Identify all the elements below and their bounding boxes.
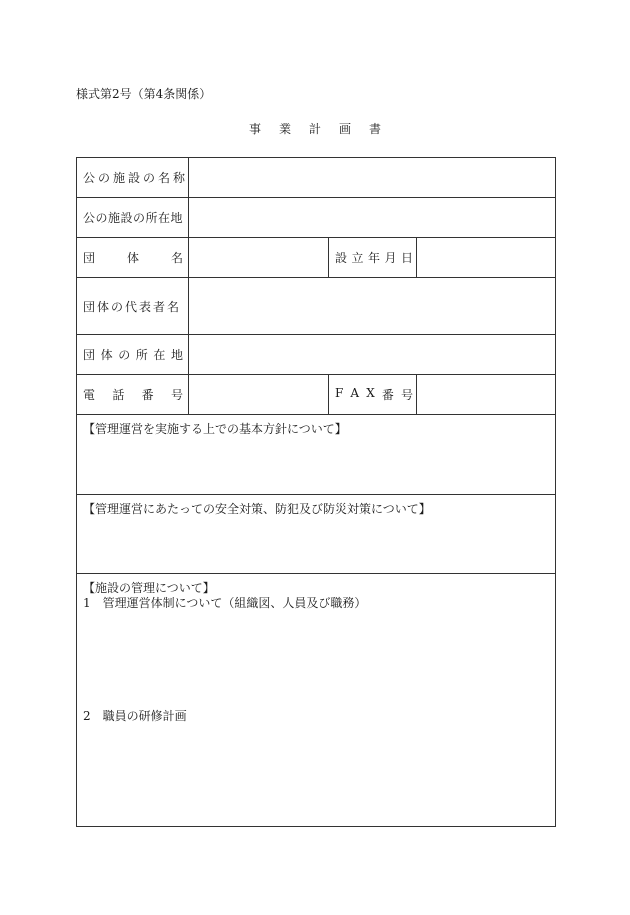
row-phone-fax (77, 375, 555, 415)
org-name-field[interactable] (189, 238, 329, 277)
org-location-label-char: 地 (170, 348, 183, 362)
phone-label-char: 話 (112, 388, 125, 402)
org-location-label-char: 体 (100, 348, 113, 362)
row-facility-name (77, 158, 555, 198)
established-label-char: 日 (400, 251, 413, 265)
section-facility-management[interactable] (77, 574, 555, 826)
facility-location-field[interactable] (189, 198, 555, 237)
row-facility-location (77, 198, 555, 238)
org-location-field[interactable] (189, 335, 555, 374)
title-char: 業 (278, 122, 291, 136)
phone-field[interactable] (189, 375, 329, 414)
facility-location-label (77, 198, 189, 237)
row-org-name (77, 238, 555, 278)
section-basic-policy[interactable] (77, 415, 555, 495)
facility-name-label-text: 公の施設の名称 (83, 171, 189, 185)
representative-field[interactable] (189, 278, 555, 334)
fax-label-char: A (350, 386, 360, 400)
facility-name-label (77, 158, 189, 197)
phone-label-char: 電 (83, 388, 96, 402)
representative-label (77, 278, 189, 334)
management-structure-item: 1 管理運営体制について（組織図、人員及び職務） (83, 596, 367, 610)
section-safety[interactable] (77, 495, 555, 574)
title-char: 計 (308, 122, 321, 136)
fax-label-char: 番 (381, 388, 394, 402)
org-name-label-char: 団 (83, 251, 96, 265)
facility-management-heading: 【施設の管理について】 (83, 581, 215, 595)
facility-location-label-text: 公の施設の所在地 (83, 211, 184, 225)
fax-label-char: X (366, 386, 375, 400)
facility-name-field[interactable] (189, 158, 555, 197)
fax-label-char: F (335, 386, 344, 400)
phone-label-char: 号 (170, 388, 183, 402)
org-location-label (77, 335, 189, 374)
safety-heading: 【管理運営にあたっての安全対策、防犯及び防災対策について】 (83, 502, 431, 516)
org-location-label-char: 団 (83, 348, 96, 362)
org-name-label-char: 名 (170, 251, 183, 265)
form-table (76, 157, 556, 827)
fax-label-char: 号 (400, 388, 413, 402)
title-char: 事 (248, 122, 261, 136)
established-label (329, 238, 417, 277)
established-label-char: 年 (367, 251, 380, 265)
phone-label (77, 375, 189, 414)
fax-label (329, 375, 417, 414)
staff-training-item: 2 職員の研修計画 (83, 709, 187, 723)
title-char: 書 (368, 122, 381, 136)
representative-label-text: 団体の代表者名 (83, 299, 182, 314)
org-name-label-char: 体 (126, 251, 139, 265)
org-location-label-char: 所 (135, 348, 148, 362)
title-char: 画 (338, 122, 351, 136)
row-representative (77, 278, 555, 335)
document-title (0, 120, 630, 137)
org-name-label (77, 238, 189, 277)
row-org-location (77, 335, 555, 375)
established-label-char: 設 (335, 251, 348, 265)
org-location-label-char: の (118, 348, 131, 362)
established-label-char: 月 (384, 251, 397, 265)
established-field[interactable] (417, 238, 555, 277)
org-location-label-char: 在 (153, 348, 166, 362)
phone-label-char: 番 (141, 388, 154, 402)
form-number: 様式第2号（第4条関係） (76, 87, 212, 101)
basic-policy-heading: 【管理運営を実施する上での基本方針について】 (83, 422, 347, 436)
established-label-char: 立 (351, 251, 364, 265)
fax-field[interactable] (417, 375, 555, 414)
